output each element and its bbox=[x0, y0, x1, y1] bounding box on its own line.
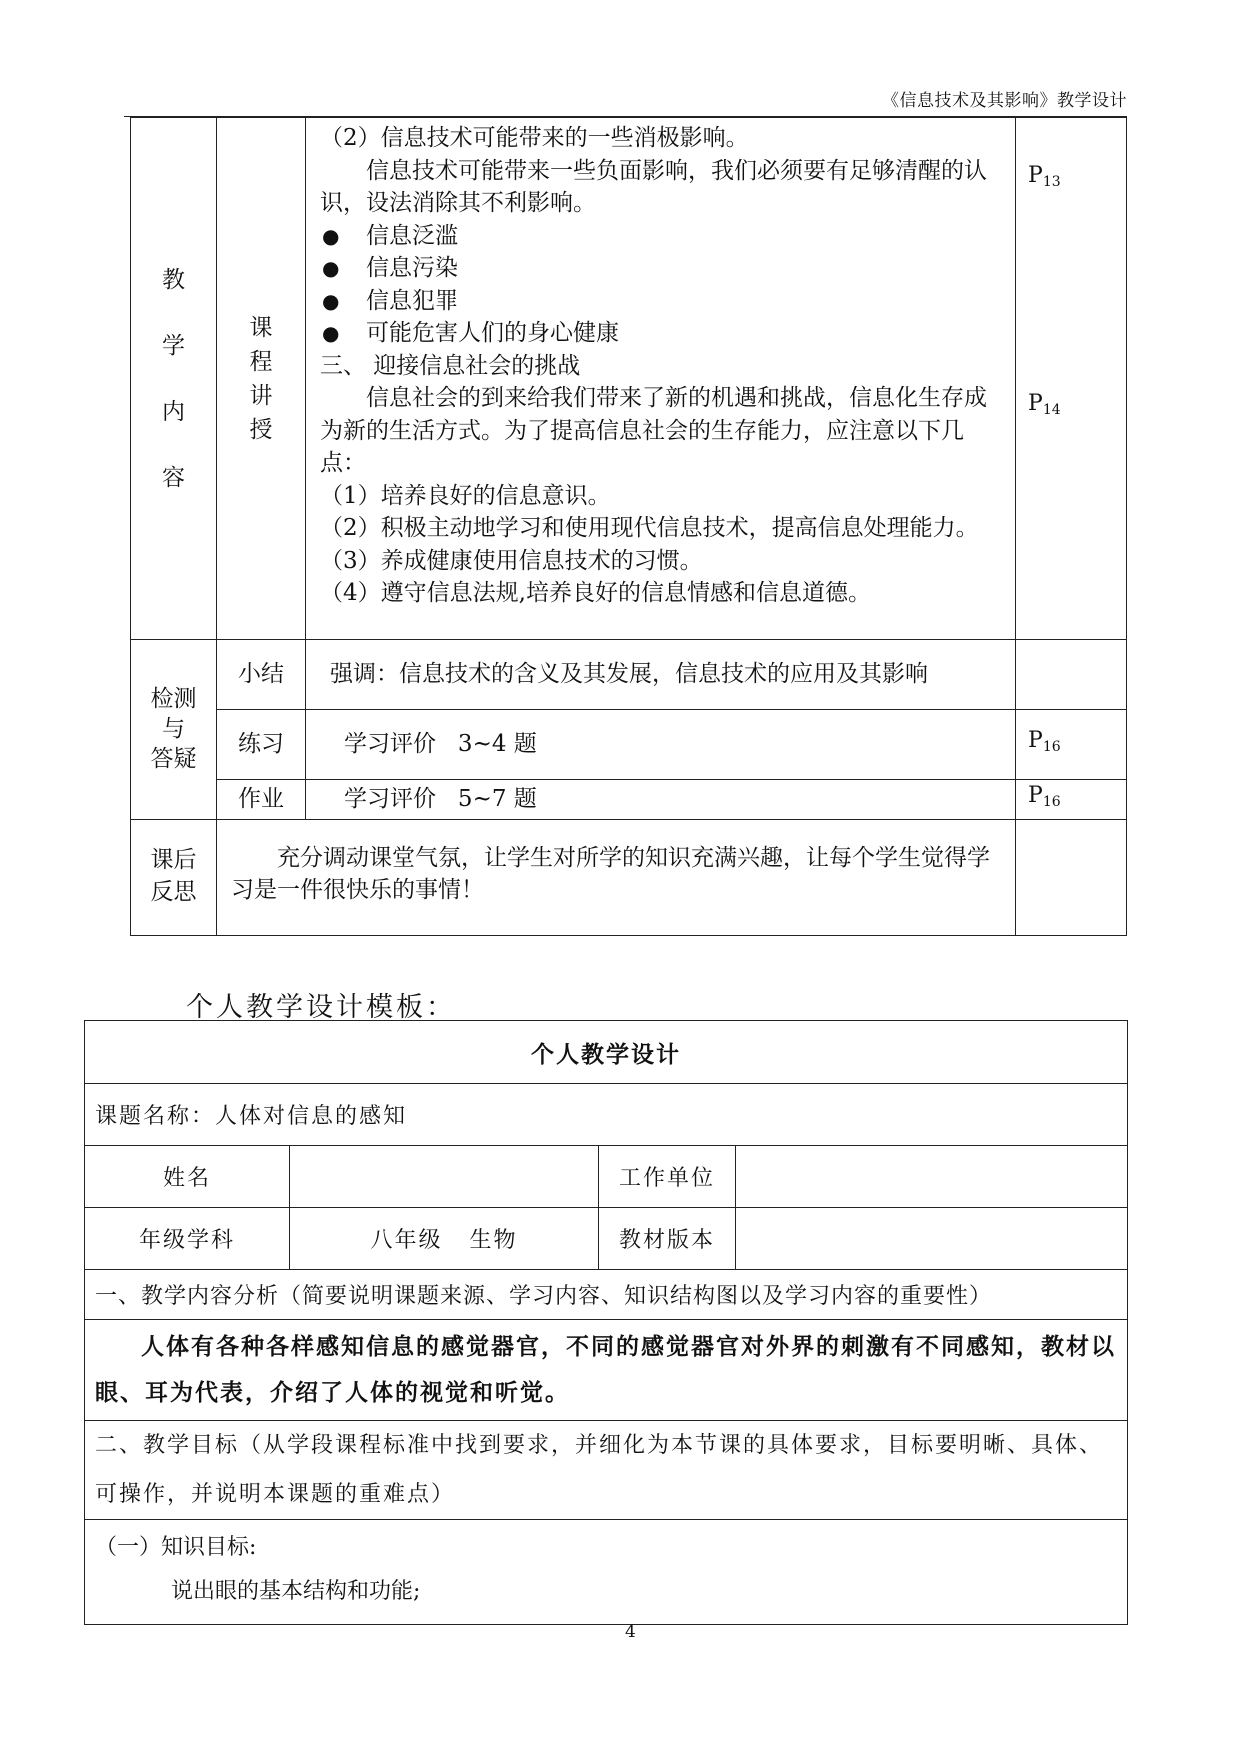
bullet-item: ● 信息犯罪 bbox=[320, 285, 1009, 318]
knowledge-goals bbox=[85, 1520, 1128, 1625]
reflection-ref bbox=[1016, 819, 1127, 935]
name-value bbox=[290, 1146, 599, 1208]
section2-heading: 二、教学目标（从学段课程标准中找到要求，并细化为本节课的具体要求，目标要明晰、具体、可操作，并说明本课题的重难点） bbox=[85, 1421, 1128, 1520]
edition-label: 教材版本 bbox=[599, 1208, 736, 1270]
content-paragraph: 信息技术可能带来一些负面影响，我们必须要有足够清醒的认识，设法消除其不利影响。 bbox=[320, 157, 987, 216]
section1-content: 人体有各种各样感知信息的感觉器官，不同的感觉器官对外界的刺激有不同感知，教材以眼、耳为代表，介绍了人体的视觉和听觉。 bbox=[85, 1320, 1128, 1421]
page-reference: $P_{16}$ bbox=[1016, 710, 1127, 780]
bullet-item: ● 信息泛滥 bbox=[320, 220, 1009, 253]
unit-label: 工作单位 bbox=[599, 1146, 736, 1208]
design-title: 个人教学设计 bbox=[85, 1021, 1128, 1084]
knowledge-row bbox=[85, 1520, 1128, 1625]
summary-label: 小结 bbox=[217, 640, 306, 710]
template-title: 个人教学设计模板： bbox=[186, 992, 456, 1023]
page-reference: $P_{13}$ bbox=[1028, 163, 1061, 190]
content-line: （1）培养良好的信息意识。 bbox=[320, 482, 611, 509]
practice-row bbox=[131, 710, 1127, 780]
lesson-plan-table bbox=[130, 117, 1127, 936]
section1-row bbox=[85, 1270, 1128, 1320]
knowledge-label: （一）知识目标: bbox=[95, 1535, 257, 1560]
page-number: 4 bbox=[625, 1622, 636, 1642]
homework-label: 作业 bbox=[217, 780, 306, 820]
content-line: （4）遵守信息法规,培养良好的信息情感和信息道德。 bbox=[320, 580, 871, 606]
design-title-row bbox=[85, 1021, 1128, 1084]
name-label: 姓名 bbox=[85, 1146, 290, 1208]
topic-row bbox=[85, 1084, 1128, 1146]
personal-design-table bbox=[84, 1020, 1128, 1625]
content-line: （3）养成健康使用信息技术的习惯。 bbox=[320, 547, 703, 574]
homework-text: 学习评价 5~7 题 bbox=[306, 780, 1016, 820]
summary-ref bbox=[1016, 640, 1127, 710]
section-heading: 三、 迎接信息社会的挑战 bbox=[320, 352, 581, 379]
reflection-row bbox=[131, 819, 1127, 935]
page-reference: $P_{14}$ bbox=[1028, 391, 1061, 418]
section1-heading: 一、教学内容分析（简要说明课题来源、学习内容、知识结构图以及学习内容的重要性） bbox=[85, 1270, 1128, 1320]
page-reference-cell bbox=[1016, 118, 1127, 640]
content-line: （2）积极主动地学习和使用现代信息技术，提高信息处理能力。 bbox=[320, 515, 979, 541]
bullet-item: ● 可能危害人们的身心健康 bbox=[320, 317, 1009, 350]
bullet-icon: ● bbox=[322, 321, 340, 345]
edition-value bbox=[736, 1208, 1128, 1270]
section2-row bbox=[85, 1421, 1128, 1520]
reflection-text: 充分调动课堂气氛，让学生对所学的知识充满兴趣，让每个学生觉得学习是一件很快乐的事情！ bbox=[217, 819, 1016, 935]
grade-value: 八年级 生物 bbox=[290, 1208, 599, 1270]
content-line: （2）信息技术可能带来的一些消极影响。 bbox=[320, 125, 749, 151]
practice-label: 练习 bbox=[217, 710, 306, 780]
topic-text: 课题名称：人体对信息的感知 bbox=[85, 1084, 1128, 1146]
lecture-content bbox=[306, 118, 1016, 640]
subcategory-lecture: 课 程 讲 授 bbox=[217, 118, 306, 640]
unit-value bbox=[736, 1146, 1128, 1208]
bullet-item: ● 信息污染 bbox=[320, 252, 1009, 285]
knowledge-item: 说出眼的基本结构和功能; bbox=[171, 1579, 421, 1604]
bullet-icon: ● bbox=[322, 288, 340, 313]
name-unit-row bbox=[85, 1146, 1128, 1208]
grade-edition-row bbox=[85, 1208, 1128, 1270]
summary-row bbox=[131, 640, 1127, 710]
teaching-content-row bbox=[131, 118, 1127, 640]
practice-text: 学习评价 3~4 题 bbox=[306, 710, 1016, 780]
category-teaching-content: 教 学 内 容 bbox=[131, 118, 217, 640]
page-reference: $P_{16}$ bbox=[1016, 780, 1127, 820]
category-reflection: 课后 反思 bbox=[131, 819, 217, 935]
section1-content-row bbox=[85, 1320, 1128, 1421]
category-check: 检测 与 答疑 bbox=[131, 640, 217, 820]
bullet-icon: ● bbox=[322, 223, 340, 248]
summary-text: 强调：信息技术的含义及其发展，信息技术的应用及其影响 bbox=[306, 640, 1016, 710]
grade-label: 年级学科 bbox=[85, 1208, 290, 1270]
homework-row bbox=[131, 780, 1127, 820]
content-paragraph: 信息社会的到来给我们带来了新的机遇和挑战，信息化生存成为新的生活方式。为了提高信息社会的生存能力，应注意以下几点： bbox=[320, 385, 987, 476]
page-header-title: 《信息技术及其影响》教学设计 bbox=[882, 91, 1127, 111]
bullet-icon: ● bbox=[322, 256, 340, 280]
